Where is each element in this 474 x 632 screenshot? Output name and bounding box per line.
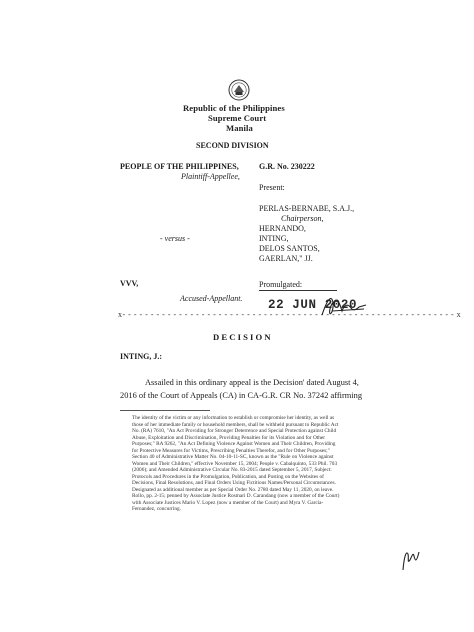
accused-name: VVV, <box>120 279 139 288</box>
plaintiff-role: Plaintiff-Appellee, <box>181 172 240 181</box>
footnote-line: Purposes;" RA 9262, "An Act Defining Violence Against Women and Their Children, Providing <box>132 441 336 447</box>
header-city: Manila <box>226 123 253 133</box>
footnote-line: The identity of the victim or any information to establish or compromise her identity, as well as <box>132 415 335 421</box>
footnote-line: Abuse, Exploitation and Discrimination, Providing Penalties for its Violation and for Other <box>132 434 326 441</box>
bench-line-5: DELOS SANTOS, <box>259 244 320 253</box>
accused-role: Accused-Appellant. <box>180 294 243 303</box>
header-court: Supreme Court <box>208 113 267 123</box>
decision-title: D E C I S I O N <box>213 332 271 342</box>
division-title: SECOND DIVISION <box>196 141 269 150</box>
footnote-line: Fernandez, concurring. <box>132 506 181 512</box>
paragraph-1-line-1: Assailed in this ordinary appeal is the Decision' dated August 4, <box>145 378 359 387</box>
caption-separator: x- - - - - - - - - - - - - - - - - - - - - - - - - - - - - - - - - - - - - - - - - - - - - - - - - - - - - - - - - - - x <box>118 310 462 319</box>
gr-number: G.R. No. 230222 <box>259 162 315 171</box>
footnote-line: No. (RA) 7610, "An Act Providing for Stronger Deterrence and Special Protection against Child <box>132 428 337 434</box>
footnote-line: those of her immediate family or household members, shall be withheld pursuant to Republic Act <box>132 421 339 428</box>
initials-signature-icon <box>398 544 422 574</box>
paragraph-1-line-2: 2016 of the Court of Appeals (CA) in CA-G.R. CR No. 37242 affirming <box>120 391 363 400</box>
footnote-line: Decisions, Final Resolutions, and Final Orders Using Fictitious Names/Personal Circumstances. <box>132 480 336 486</box>
footnote-line: with Associate Justices Mario V. Lopez (now a member of the Court) and Myra V. Garcia- <box>132 499 324 506</box>
bench-line-2: Chairperson, <box>281 214 324 223</box>
bench-line-4: INTING, <box>259 234 289 243</box>
ponente: INTING, J.: <box>120 352 163 361</box>
promulgated-label: Promulgated: <box>259 280 303 289</box>
supreme-court-seal-icon <box>228 79 250 101</box>
footnote-line: Designated as additional member as per Special Order No. 2780 dated May 11, 2020, on leave. <box>132 486 334 493</box>
present-label: Present: <box>259 183 285 192</box>
footnote-line: for Protective Measures for Victims, Prescribing Penalties Therefor, and for Other Purposes;" <box>132 447 330 454</box>
versus-label: - versus - <box>160 234 190 243</box>
bench-line-6: GAERLAN," JJ. <box>259 254 313 263</box>
footnote-line: Section 40 of Administrative Matter No. 04-10-11-SC, known as the "Rule on Violence against <box>132 454 334 460</box>
promulgated-date-stamp: 22 JUN 2020 <box>268 298 358 312</box>
footnote-line: Women and Their Children," effective November 15, 2004; People v. Cabalquinto, 533 Phil. 703 <box>132 460 338 467</box>
bench-line-3: HERNANDO, <box>259 224 306 233</box>
footnote-line: (2006); and Amended Administrative Circular No. 83-2015 dated September 5, 2017, Subject: <box>132 467 332 473</box>
bench-line-1: PERLAS-BERNABE, S.A.J., <box>259 204 355 213</box>
header-republic: Republic of the Philippines <box>183 103 285 113</box>
footnote-line: Rollo, pp. 2-15; penned by Associate Justice Rosmari D. Carandang (now a member of the Court) <box>132 493 340 499</box>
plaintiff-name: PEOPLE OF THE PHILIPPINES, <box>120 162 239 171</box>
footnote-rule <box>120 410 210 411</box>
footnote-line: Protocols and Procedures in the Promulgation, Publication, and Posting on the Websites of <box>132 473 324 480</box>
